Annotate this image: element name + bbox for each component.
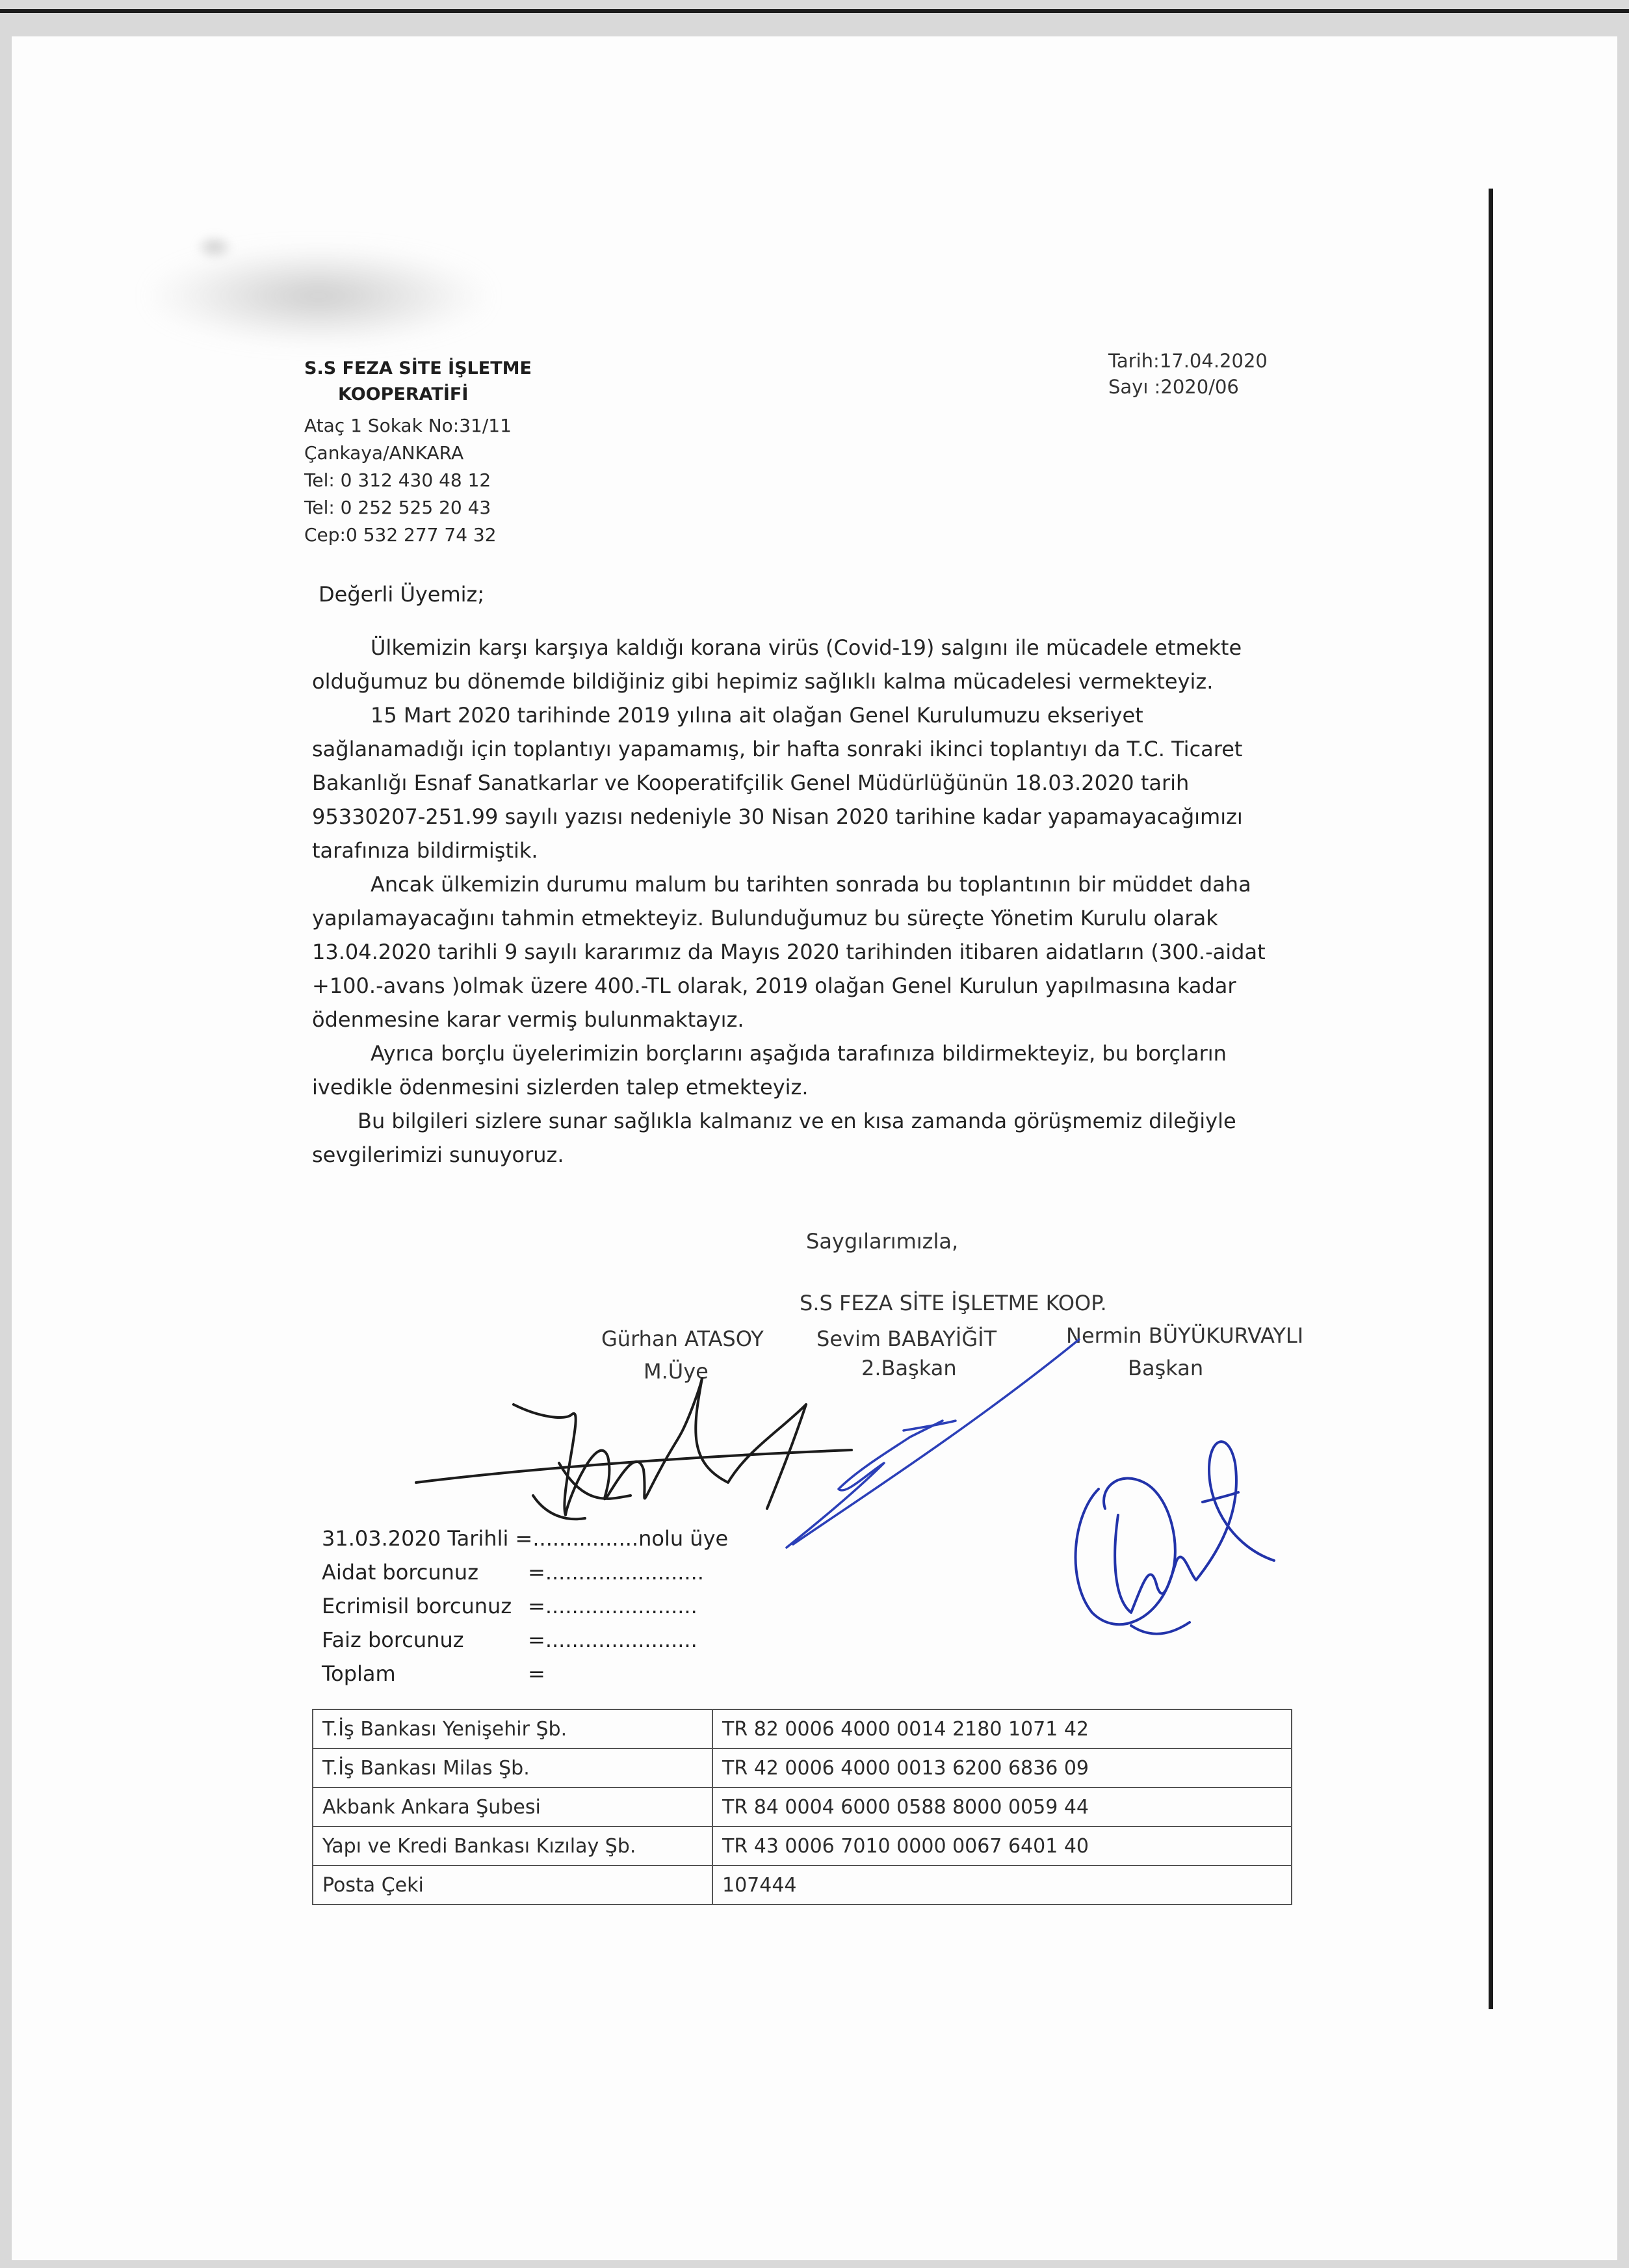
organization-name: S.S FEZA SİTE İŞLETME KOOP. <box>800 1291 1107 1315</box>
paragraph: Ayrıca borçlu üyelerimizin borçlarını aşağıda tarafınıza bildirmekteyiz, bu borçların ivedikle ödenmesini sizlerden talep etmekteyiz. <box>312 1041 1227 1100</box>
letter-date: Tarih:17.04.2020 <box>1108 350 1268 372</box>
bank-iban: TR 82 0006 4000 0014 2180 1071 42 <box>712 1709 1292 1748</box>
debt-label: Toplam <box>322 1661 396 1686</box>
bank-iban: TR 84 0004 6000 0588 8000 0059 44 <box>712 1787 1292 1826</box>
signatory-title: M.Üye <box>644 1359 709 1384</box>
sender-tel1: Tel: 0 312 430 48 12 <box>304 469 491 491</box>
letter-number: Sayı :2020/06 <box>1108 376 1239 398</box>
signatory-title: Başkan <box>1128 1356 1204 1380</box>
scan-top-border <box>0 9 1629 13</box>
debt-value: =........................ <box>528 1560 704 1585</box>
debt-label: Aidat borcunuz <box>322 1560 478 1585</box>
table-row <box>313 1826 1292 1866</box>
paragraph: Ancak ülkemizin durumu malum bu tarihten sonrada bu toplantının bir müddet daha yapılamayacağını tahmin etmekteyiz. Bulunduğumuz bu süreçte Yönetim Kurulu olarak 13.04.2020 tarihli 9 sayılı kararımız da Mayıs 2020 tarihinden itibaren aidatların (300.-aidat +100.-avans )olmak üzere 400.-TL olarak, 2019 olağan Genel Kurulun yapılmasına kadar ödenmesine karar vermiş bulunmaktayız. <box>312 872 1266 1032</box>
debt-value: = <box>528 1661 545 1686</box>
signatory-name: Nermin BÜYÜKURVAYLI <box>1066 1323 1304 1348</box>
debt-label: Faiz borcunuz <box>322 1628 464 1652</box>
sender-tel2: Tel: 0 252 525 20 43 <box>304 497 491 518</box>
sender-name-line1: S.S FEZA SİTE İŞLETME <box>304 358 532 378</box>
debt-value: =....................... <box>528 1594 697 1618</box>
bank-iban: 107444 <box>712 1866 1292 1905</box>
signatory-name: Gürhan ATASOY <box>601 1326 764 1351</box>
signatory-title: 2.Başkan <box>861 1356 957 1380</box>
sender-name-line2: KOOPERATİFİ <box>338 384 469 404</box>
bank-name: Posta Çeki <box>313 1866 712 1905</box>
debt-value: =....................... <box>528 1628 697 1652</box>
debt-header: 31.03.2020 Tarihli =................nolu üye <box>322 1526 729 1551</box>
redacted-smudge <box>150 247 488 345</box>
paragraph: Bu bilgileri sizlere sunar sağlıkla kalmanız ve en kısa zamanda görüşmemiz dileğiyle sevgilerimizi sunuyoruz. <box>312 1109 1236 1167</box>
sender-address1: Ataç 1 Sokak No:31/11 <box>304 415 512 436</box>
table-row <box>313 1866 1292 1905</box>
table-row <box>313 1787 1292 1826</box>
bank-name: T.İş Bankası Milas Şb. <box>313 1748 712 1787</box>
bank-name: T.İş Bankası Yenişehir Şb. <box>313 1709 712 1748</box>
scan-right-margin-line <box>1489 189 1493 2009</box>
table-row <box>313 1748 1292 1787</box>
bank-iban: TR 42 0006 4000 0013 6200 6836 09 <box>712 1748 1292 1787</box>
closing: Saygılarımızla, <box>806 1229 959 1254</box>
greeting: Değerli Üyemiz; <box>319 582 485 607</box>
bank-name: Akbank Ankara Şubesi <box>313 1787 712 1826</box>
debt-label: Ecrimisil borcunuz <box>322 1594 512 1618</box>
bank-name: Yapı ve Kredi Bankası Kızılay Şb. <box>313 1826 712 1866</box>
paragraph: 15 Mart 2020 tarihinde 2019 yılına ait olağan Genel Kurulumuzu ekseriyet sağlanamadığı için toplantıyı yapamamış, bir hafta sonraki ikinci toplantıyı da T.C. Ticaret Bakanlığı Esnaf Sanatkarlar ve Kooperatifçilik Genel Müdürlüğünün 18.03.2020 tarih 95330207-251.99 sayılı yazısı nedeniyle 30 Nisan 2020 tarihine kadar yapamayacağımızı tarafınıza bildirmiştik. <box>312 703 1243 863</box>
letter-body <box>312 631 1287 1172</box>
bank-accounts-table <box>312 1709 1292 1905</box>
bank-iban: TR 43 0006 7010 0000 0067 6401 40 <box>712 1826 1292 1866</box>
sender-address2: Çankaya/ANKARA <box>304 442 464 464</box>
paragraph: Ülkemizin karşı karşıya kaldığı korana virüs (Covid-19) salgını ile mücadele etmekte olduğumuz bu dönemde bildiğiniz gibi hepimiz sağlıklı kalma mücadelesi vermekteyiz. <box>312 635 1242 694</box>
signatory-name: Sevim BABAYİĞİT <box>816 1326 997 1351</box>
table-row <box>313 1709 1292 1748</box>
sender-cep: Cep:0 532 277 74 32 <box>304 524 497 546</box>
